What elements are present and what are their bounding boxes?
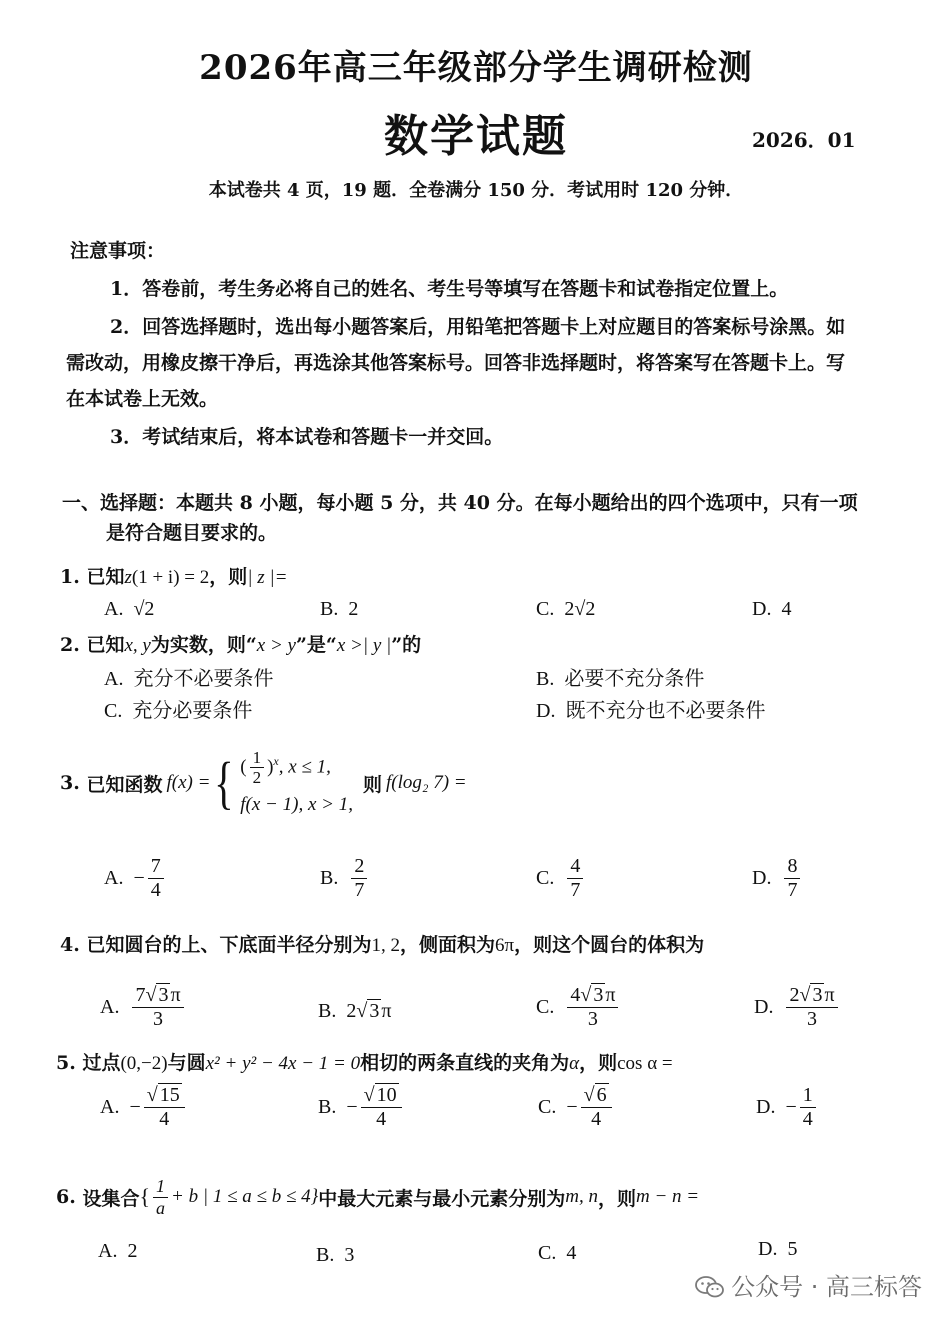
fraction-numerator: 2 [351, 855, 367, 879]
q2-option-d [536, 694, 765, 723]
question-number: 5. [56, 1052, 76, 1074]
question-number: 6. [56, 1186, 76, 1209]
math-expr: (1 + i) = 2 [131, 567, 210, 588]
question-text: 相切的两条直线的夹角为 [360, 1052, 570, 1074]
radicand: 3 [369, 1000, 380, 1022]
option-label: D. [536, 700, 556, 722]
option-value: 必要不充分条件 [564, 666, 705, 690]
q3-option-b [320, 855, 370, 902]
fraction-denominator: 4 [802, 1108, 813, 1130]
set-brace: { [139, 1184, 151, 1210]
fraction-numerator: 8 [784, 855, 800, 879]
option-label: C. [536, 996, 555, 1018]
option-label: B. [320, 598, 339, 620]
option-value: 2 [348, 598, 359, 620]
q3-option-c [536, 855, 586, 902]
option-label: B. [536, 668, 555, 690]
radicand: 6 [596, 1084, 607, 1106]
math-expr: f(x) = [166, 772, 211, 793]
fraction-numerator: 1 [153, 1176, 168, 1198]
pi-symbol: π [824, 984, 835, 1006]
question-text: ”的 [391, 634, 422, 656]
option-label: D. [758, 1238, 778, 1260]
option-label: B. [316, 1244, 335, 1266]
question-1 [60, 562, 287, 589]
sign: − [785, 1096, 797, 1118]
piecewise-cases [240, 744, 353, 822]
option-label: D. [752, 598, 772, 620]
q5-option-d [756, 1084, 819, 1131]
option-value: 充分不必要条件 [133, 666, 274, 690]
question-text: 设集合 [82, 1187, 140, 1210]
exponent: x [273, 753, 279, 768]
option-label: A. [104, 867, 124, 889]
exam-info: 本试卷共 4 页，19 题．全卷满分 150 分．考试用时 120 分钟． [208, 180, 744, 201]
math-expr: (0,−2) [120, 1053, 168, 1074]
q6-option-d [758, 1236, 797, 1261]
exam-title: 2026年高三年级部分学生调研检测 [199, 48, 753, 88]
note-item-2-line-1: 2．回答选择题时，选出每小题答案后，用铅笔把答题卡上对应题目的答案标号涂黑。如 [110, 316, 846, 338]
fraction-denominator: 4 [591, 1108, 602, 1130]
q4-option-b: B. 2√ 3 π [318, 1000, 392, 1022]
option-value: 充分必要条件 [132, 698, 253, 722]
question-text: 已知 [86, 566, 125, 588]
fraction-denominator: 4 [150, 879, 161, 901]
option-label: C. [536, 867, 555, 889]
fraction-denominator: 4 [376, 1108, 387, 1130]
option-label: C. [538, 1242, 557, 1264]
option-label: B. [318, 1000, 337, 1022]
coefficient: 2 [346, 1000, 357, 1022]
q1-option-c [536, 596, 595, 621]
fraction-numerator: 7 [148, 855, 164, 879]
sign: − [346, 1096, 358, 1118]
coefficient: 4 [570, 984, 581, 1006]
radicand: 3 [593, 984, 604, 1006]
option-value: 4 [566, 1242, 577, 1264]
math-expr: x² + y² − 4x − 1 = 0 [205, 1053, 361, 1074]
pi-symbol: π [381, 1000, 392, 1022]
math-expr: cos α = [617, 1053, 673, 1074]
notes-title: 注意事项： [70, 240, 166, 262]
question-3 [60, 738, 467, 828]
math-expr: 1, 2 [371, 935, 400, 956]
sign: − [566, 1096, 578, 1118]
math-expr: + b | 1 ≤ a ≤ b ≤ 4} [171, 1186, 319, 1208]
q6-option-c [538, 1240, 576, 1265]
note-item-2-line-2: 需改动，用橡皮擦干净后，再选涂其他答案标号。回答非选择题时，将答案写在答题卡上。写 [66, 352, 846, 374]
math-expr: z [124, 567, 132, 588]
subject-title: 数学试题 [384, 111, 568, 162]
q6-option-a [98, 1238, 137, 1263]
fraction-denominator: 3 [587, 1008, 598, 1030]
option-label: A. [98, 1240, 118, 1262]
note-item-2-line-3: 在本试卷上无效。 [66, 388, 219, 410]
sign: − [133, 867, 145, 889]
math-expr: x, y [124, 635, 151, 656]
fraction-numerator: 4 [567, 855, 583, 879]
question-text: 过点 [82, 1052, 121, 1074]
radicand: 15 [159, 1084, 180, 1106]
question-text: ，则这个圆台的体积为 [514, 934, 705, 956]
question-number: 4. [60, 934, 80, 956]
q5-option-a: A. − $\frac{√ 15}{4}$ [100, 1084, 188, 1131]
question-text: 已知圆台的上、下底面半径分别为 [86, 934, 372, 956]
radicand: 3 [812, 984, 823, 1006]
pi-symbol: π [170, 984, 181, 1006]
piecewise-case-2: f(x − 1), x > 1, [240, 794, 353, 815]
fraction-denominator: 7 [354, 879, 365, 901]
section-heading-line-1: 一、选择题：本题共 8 小题，每小题 5 分，共 40 分。在每小题给出的四个选项中，只有一项 [62, 492, 858, 514]
option-label: C. [538, 1096, 557, 1118]
math-expr: 6π [495, 935, 515, 956]
watermark [695, 1267, 922, 1302]
fraction-denominator: 3 [153, 1008, 163, 1030]
question-text: 已知函数 [86, 773, 163, 796]
option-value: 3 [344, 1244, 355, 1266]
question-text: ”是“ [295, 634, 337, 656]
question-text: 中最大元素与最小元素分别为 [318, 1187, 566, 1210]
q4-option-d: D. $\frac{2√ 3 \pi}{3}$ [754, 984, 841, 1031]
exam-date: 2026．01 [752, 128, 856, 152]
fraction-numerator: 1 [250, 748, 265, 769]
question-text: 与圆 [167, 1052, 206, 1074]
q4-option-a: A. $\frac{7√ 3 \pi}{3}$ [100, 984, 187, 1031]
math-expr: f(log₂ 7) = [385, 772, 467, 793]
fraction-numerator: 1 [800, 1084, 816, 1108]
fraction-denominator: 2 [252, 768, 262, 788]
math-expr: | z |= [247, 567, 288, 588]
question-6 [56, 1176, 699, 1218]
fraction-denominator: 7 [570, 879, 581, 901]
question-2 [60, 630, 421, 657]
question-text: 为实数，则“ [150, 634, 257, 656]
option-label: A. [104, 598, 124, 620]
fraction-denominator: a [156, 1197, 166, 1218]
coefficient: 7 [135, 984, 146, 1006]
question-text: ，则 [209, 566, 248, 588]
q4-option-c: C. $\frac{4√ 3 \pi}{3}$ [536, 984, 621, 1031]
brace-symbol: { [214, 750, 235, 815]
fraction-denominator: 4 [159, 1108, 170, 1130]
question-4 [60, 930, 704, 957]
option-value: 4 [781, 598, 792, 620]
option-value: 2 [127, 1240, 138, 1262]
coefficient: 2 [789, 984, 800, 1006]
fraction-denominator: 3 [807, 1008, 817, 1030]
option-label: B. [320, 867, 339, 889]
q1-option-a [104, 596, 154, 621]
option-label: D. [756, 1096, 776, 1118]
math-expr: m − n = [636, 1186, 700, 1208]
q3-option-a [104, 855, 167, 902]
radicand: 10 [376, 1084, 397, 1106]
option-label: A. [100, 1096, 120, 1118]
note-item-3: 3．考试结束后，将本试卷和答题卡一并交回。 [110, 426, 504, 448]
wechat-icon [695, 1275, 725, 1299]
option-label: B. [318, 1096, 337, 1118]
sign: − [129, 1096, 141, 1118]
question-text: 则 [362, 773, 382, 796]
fraction-denominator: 7 [787, 879, 798, 901]
option-label: C. [104, 700, 123, 722]
option-label: D. [752, 867, 772, 889]
q3-option-d [752, 855, 803, 902]
q2-option-a [104, 662, 273, 691]
math-expr: x > y [256, 635, 296, 656]
question-text: ，则 [579, 1052, 618, 1074]
q1-option-d [752, 596, 791, 621]
question-5 [56, 1048, 673, 1075]
q6-option-b [316, 1242, 354, 1267]
condition: , x ≤ 1, [278, 756, 331, 778]
option-value: 5 [787, 1238, 798, 1260]
pi-symbol: π [605, 984, 616, 1006]
question-text: 已知 [86, 634, 125, 656]
question-number: 2. [60, 634, 80, 656]
question-number: 3. [60, 772, 80, 794]
note-item-1: 1．答卷前，考生务必将自己的姓名、考生号等填写在答题卡和试卷指定位置上。 [110, 278, 789, 300]
math-expr: α [569, 1053, 580, 1074]
radicand: 3 [158, 984, 169, 1006]
option-value: 既不充分也不必要条件 [565, 698, 766, 722]
q5-option-c: C. − $\frac{√ 6}{4}$ [538, 1084, 615, 1131]
option-value: 2√2 [564, 598, 596, 620]
option-label: A. [100, 996, 120, 1018]
question-text: ，则 [597, 1187, 636, 1210]
math-expr: x >| y | [336, 635, 392, 656]
option-value: √2 [133, 598, 155, 620]
piecewise-case-1: ( $\frac{1}{2}$ )$^x$, x ≤ 1, [240, 747, 331, 788]
math-expr: m, n [565, 1186, 598, 1208]
option-label: D. [754, 996, 774, 1018]
q1-option-b [320, 596, 358, 621]
q2-option-c [104, 694, 252, 723]
question-number: 1. [60, 566, 80, 588]
q2-option-b [536, 662, 704, 691]
section-heading-line-2: 是符合题目要求的。 [106, 522, 278, 544]
q5-option-b: B. − $\frac{√ 10}{4}$ [318, 1084, 405, 1131]
option-label: C. [536, 598, 555, 620]
question-text: ，侧面积为 [399, 934, 495, 956]
option-label: A. [104, 668, 124, 690]
watermark-text: 公众号 · 高三标答 [731, 1273, 922, 1301]
